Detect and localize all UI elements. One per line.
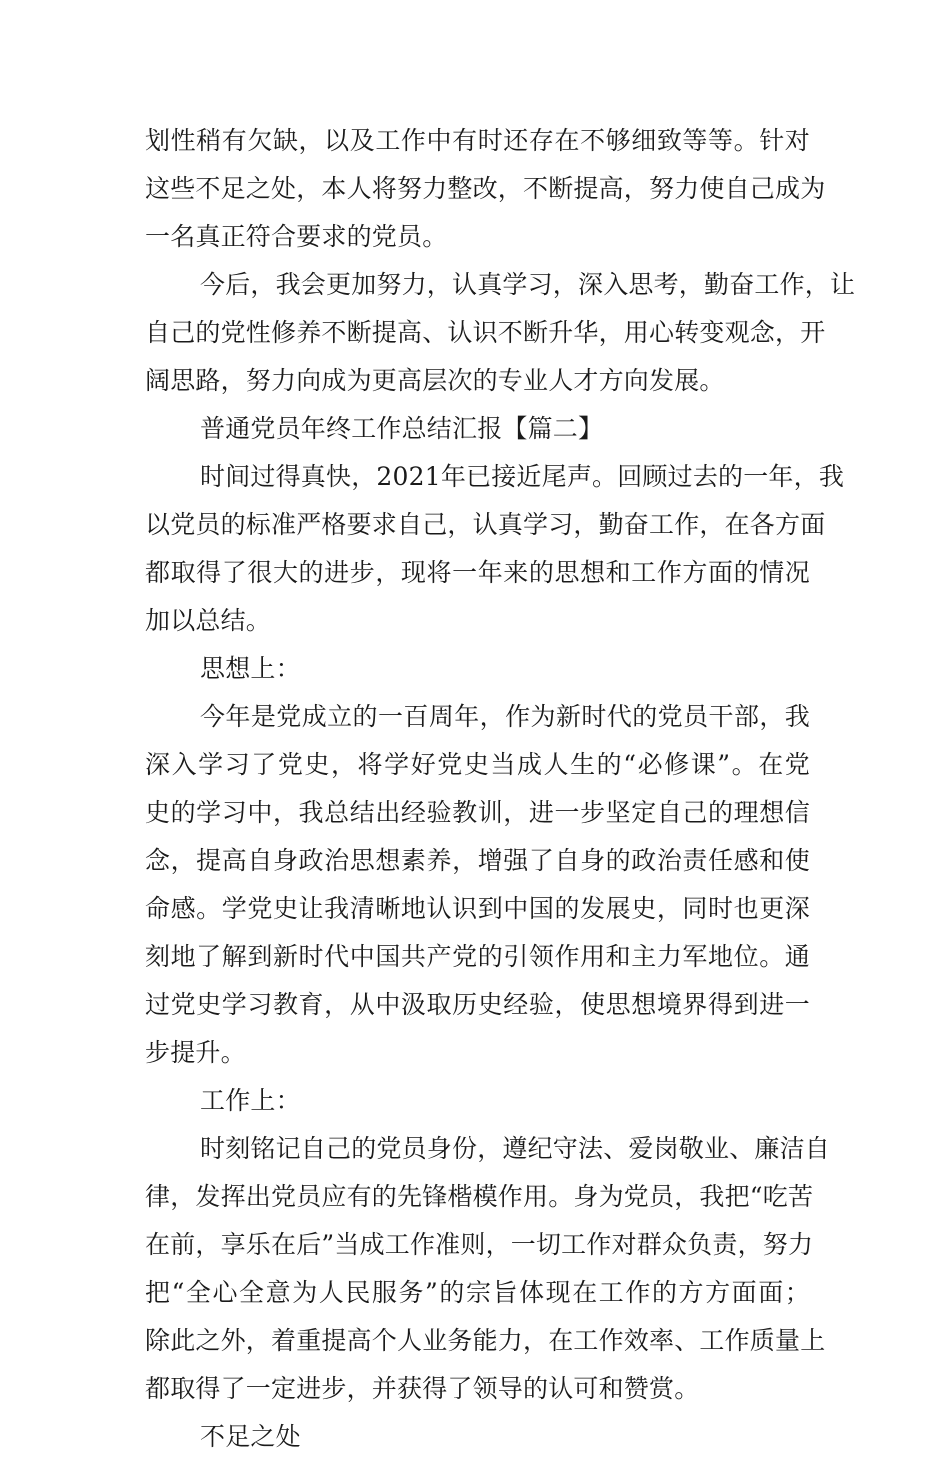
text-line: 阔思路，努力向成为更高层次的专业人才方向发展。 (145, 366, 725, 395)
text-line: 今年是党成立的一百周年，作为新时代的党员干部，我 (200, 702, 810, 731)
text-line: 自己的党性修养不断提高、认识不断升华，用心转变观念，开 (145, 318, 826, 347)
text-line: 把“全心全意为人民服务”的宗旨体现在工作的方方面面； (145, 1278, 810, 1307)
text-line: 除此之外，着重提高个人业务能力，在工作效率、工作质量上 (145, 1326, 826, 1355)
text-line: 刻地了解到新时代中国共产党的引领作用和主力军地位。通 (145, 942, 810, 971)
text-line: 都取得了很大的进步，现将一年来的思想和工作方面的情况 (145, 558, 810, 587)
text-line: 过党史学习教育，从中汲取历史经验，使思想境界得到进一 (145, 990, 810, 1019)
subheading-work: 工作上： (200, 1086, 301, 1115)
text-line: 律，发挥出党员应有的先锋楷模作用。身为党员，我把“吃苦 (145, 1182, 814, 1211)
text-line: 步提升。 (145, 1038, 246, 1067)
text-line: 深入学习了党史，将学好党史当成人生的“必修课”。在党 (145, 750, 810, 779)
text-line: 在前，享乐在后”当成工作准则，一切工作对群众负责，努力 (145, 1230, 814, 1259)
text-line: 划性稍有欠缺，以及工作中有时还存在不够细致等等。针对 (145, 126, 810, 155)
text-line: 都取得了一定进步，并获得了领导的认可和赞赏。 (145, 1374, 700, 1403)
text-line: 这些不足之处，本人将努力整改，不断提高，努力使自己成为 (145, 174, 826, 203)
text-line: 史的学习中，我总结出经验教训，进一步坚定自己的理想信 (145, 798, 810, 827)
text-line: 加以总结。 (145, 606, 272, 635)
text-line: 命感。学党史让我清晰地认识到中国的发展史，同时也更深 (145, 894, 810, 923)
text-line: 时间过得真快，2021年已接近尾声。回顾过去的一年，我 (200, 462, 845, 491)
document-body (145, 117, 856, 1461)
subheading-thought: 思想上： (200, 654, 301, 683)
text-line: 今后，我会更加努力，认真学习，深入思考，勤奋工作，让 (200, 270, 856, 299)
section-heading: 普通党员年终工作总结汇报【篇二】 (200, 414, 604, 443)
text-line: 一名真正符合要求的党员。 (145, 222, 448, 251)
subheading-shortcomings: 不足之处 (200, 1422, 301, 1451)
text-line: 以党员的标准严格要求自己，认真学习，勤奋工作，在各方面 (145, 510, 826, 539)
text-line: 时刻铭记自己的党员身份，遵纪守法、爱岗敬业、廉洁自 (200, 1134, 831, 1163)
text-line: 念，提高自身政治思想素养，增强了自身的政治责任感和使 (145, 846, 810, 875)
